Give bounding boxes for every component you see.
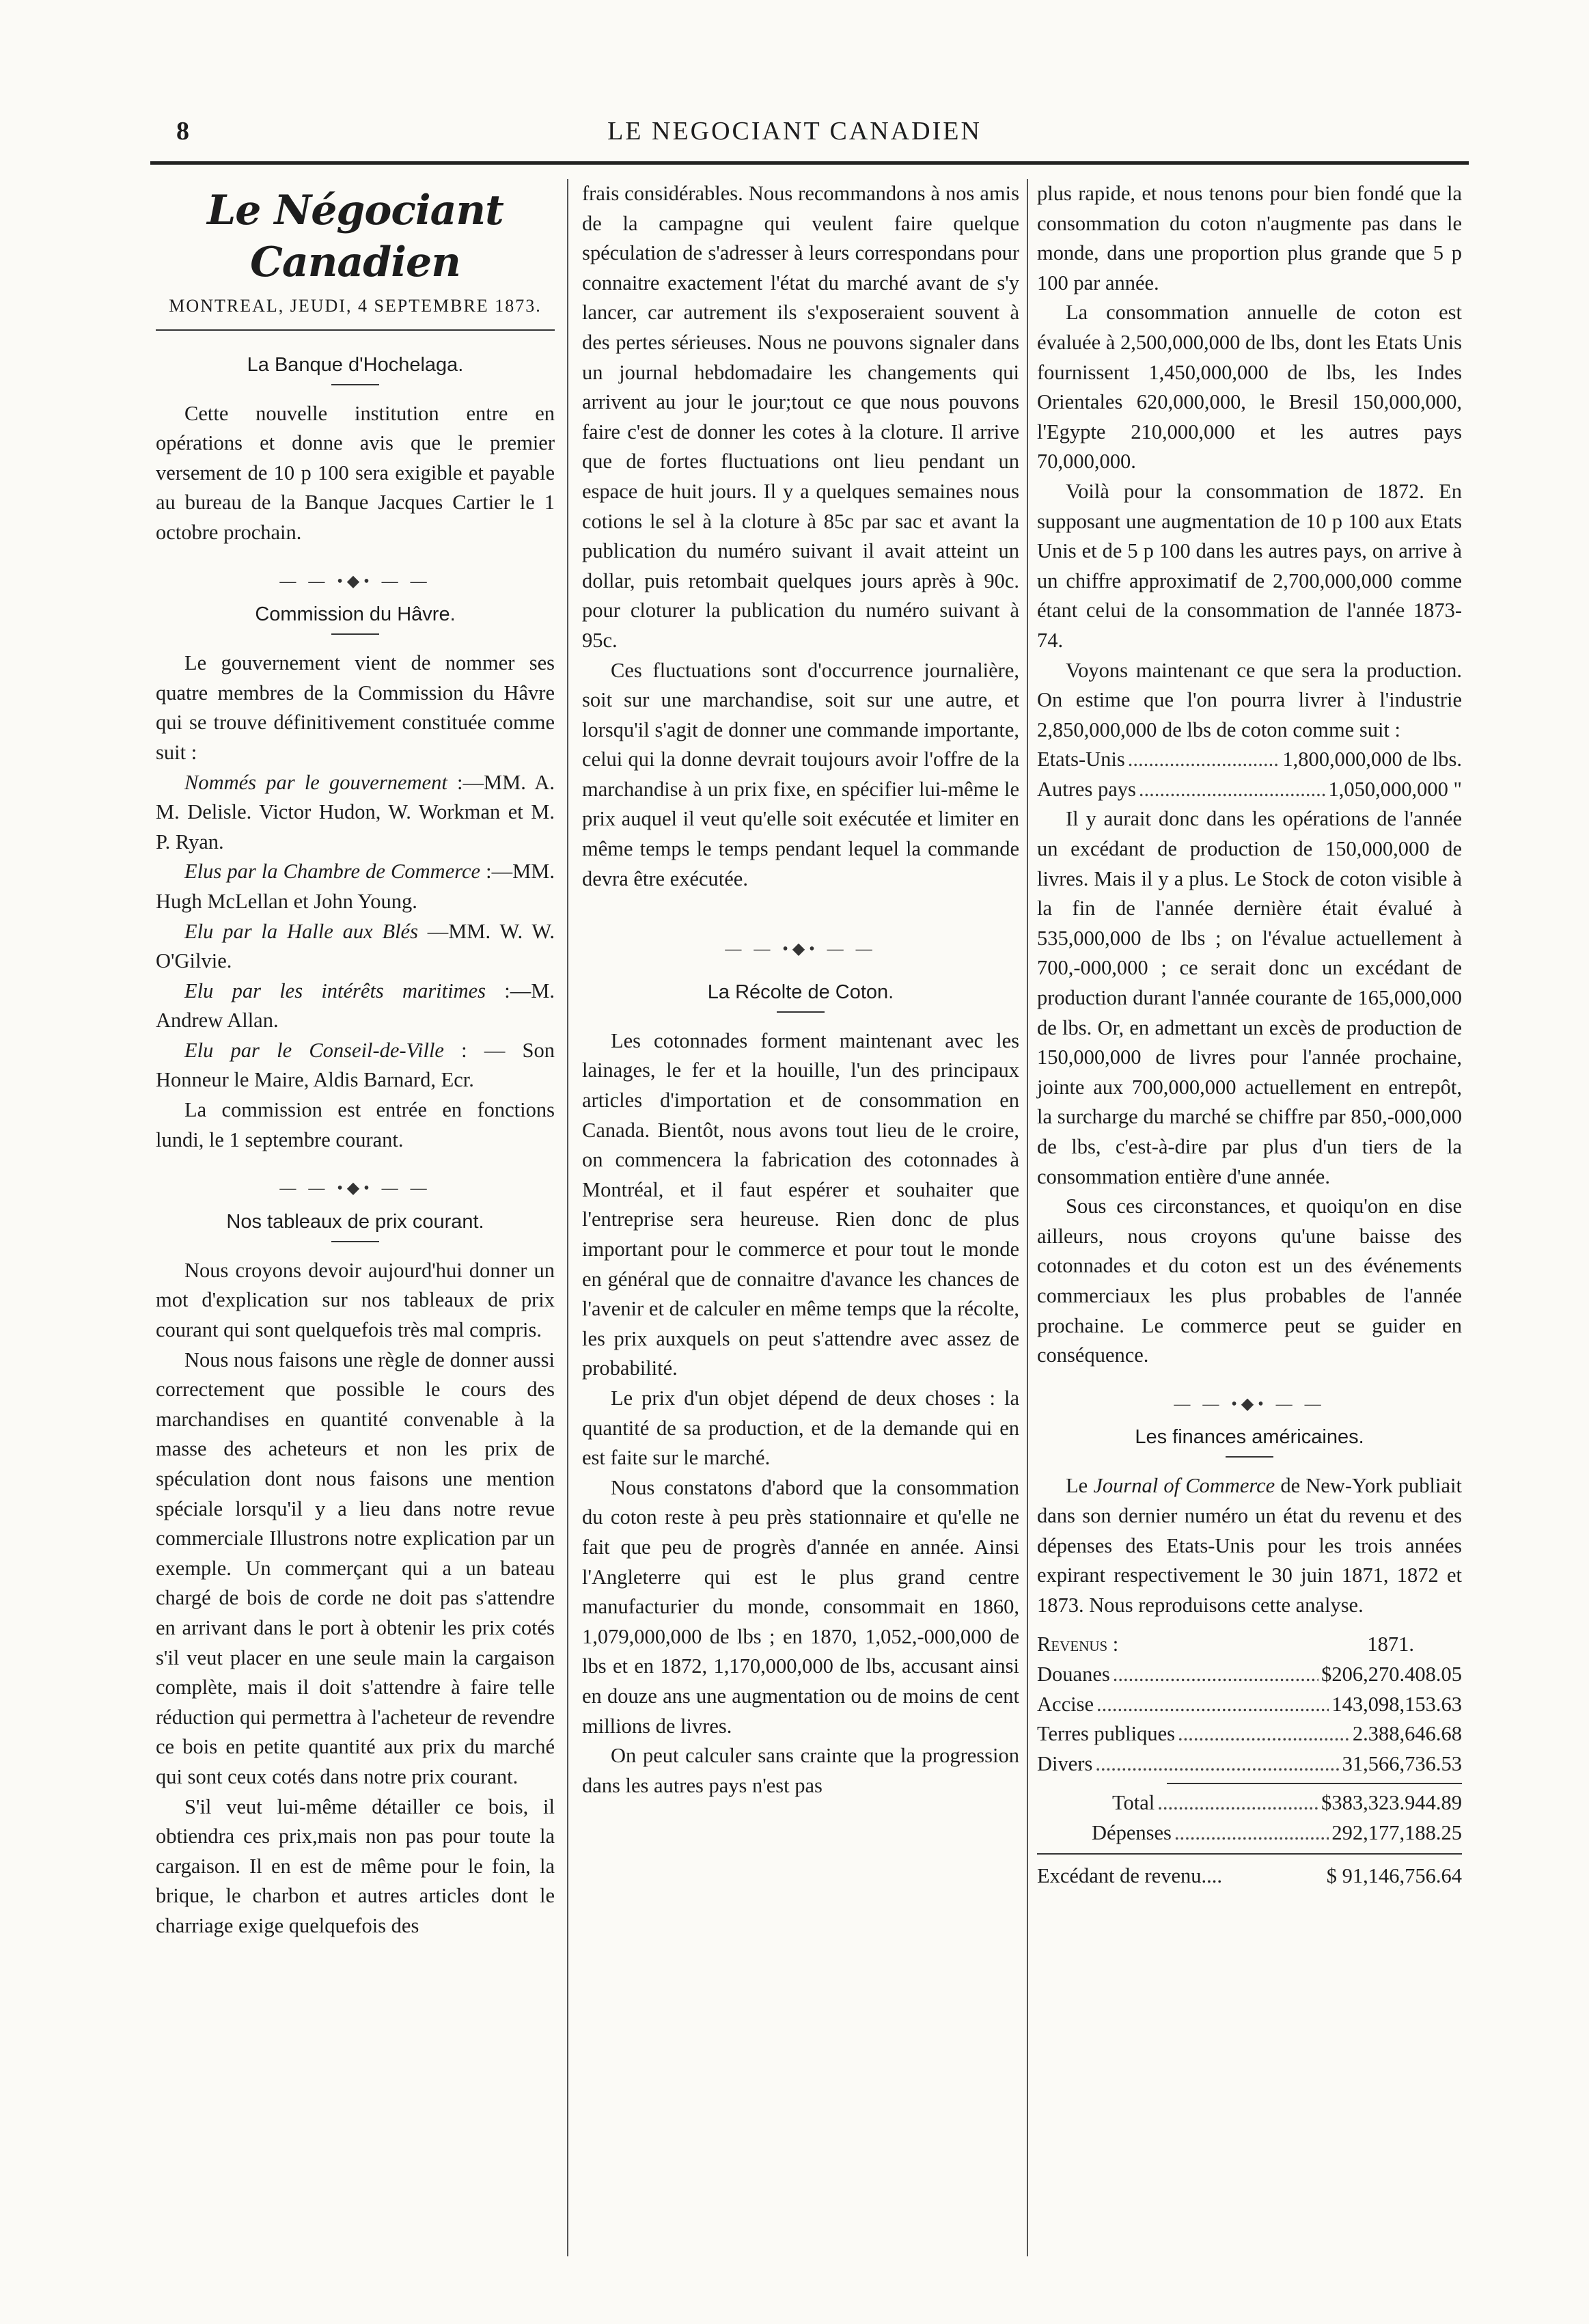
leader-dots bbox=[1157, 1788, 1318, 1818]
row-value: $206,270.408.05 bbox=[1321, 1662, 1462, 1686]
italic-text: Elus par la Chambre de Commerce bbox=[184, 860, 481, 884]
running-title: LE NEGOCIANT CANADIEN bbox=[607, 117, 982, 146]
row-value: $383,323.944.89 bbox=[1321, 1791, 1462, 1815]
paragraph: Sous ces circonstances, et quoiqu'on en dise ailleurs, nous croyons qu'une baisse des cotonnades et du coton est un des événements commerciaux les plus probables de l'année prochaine. Le commerce peut se guider en conséquence. bbox=[1037, 1194, 1462, 1367]
production-row bbox=[1037, 745, 1462, 775]
column-divider bbox=[1027, 179, 1028, 2256]
italic-text: Elu par le Conseil-de-Ville bbox=[184, 1038, 444, 1062]
paragraph bbox=[156, 1036, 555, 1095]
ornament: — — •◆• — — bbox=[725, 940, 876, 959]
italic-text: Elu par la Halle aux Blés bbox=[184, 919, 418, 943]
article-heading: Commission du Hâvre. bbox=[255, 603, 456, 626]
column-3 bbox=[1037, 179, 1462, 1891]
italic-text: Nommés par le gouvernement bbox=[184, 770, 447, 794]
row-label: Total bbox=[1112, 1791, 1155, 1815]
short-rule bbox=[777, 1011, 825, 1013]
row-label: Divers bbox=[1037, 1751, 1093, 1775]
table-row bbox=[1037, 1660, 1462, 1690]
ornament: — — •◆• — — bbox=[279, 572, 431, 590]
paragraph bbox=[156, 768, 555, 858]
paragraph: Nous nous faisons une règle de donner aussi correctement que possible le cours des marchandises en quantité convenable à la masse des acheteurs et non les prix de spéculation dont nous faisons une mention spéciale lorsqu'il y a lieu dans notre revue commerciale Illustrons notre explication par un exemple. Un commerçant qui a un bateau chargé de bois de corde ne doit pas s'attendre en arrivant dans le port à obtenir les prix cotés s'il veut placer en une seule main la cargaison complète, mais il doit s'attendre à faire telle réduction qui permettra à l'acheteur de revendre ce bois en petite quantité aux prix du marché qui sont ceux cotés dans notre prix courant. bbox=[156, 1348, 555, 1788]
row-value: 31,566,736.53 bbox=[1342, 1751, 1462, 1775]
row-value: $ 91,146,756.64 bbox=[1326, 1864, 1462, 1888]
short-rule bbox=[1226, 1456, 1273, 1458]
text: :—M. Andrew Allan. bbox=[156, 979, 555, 1033]
paragraph: Nous croyons devoir aujourd'hui donner un mot d'explication sur nos tableaux de prix courant qui sont quelquefois très mal compris. bbox=[156, 1258, 555, 1342]
article-heading: La Banque d'Hochelaga. bbox=[247, 353, 464, 376]
masthead-title: Le Négociant Canadien bbox=[207, 187, 503, 286]
ornament: — — •◆• — — bbox=[1174, 1395, 1325, 1413]
paragraph: On peut calculer sans crainte que la progression dans les autres pays n'est pas bbox=[582, 1744, 1019, 1797]
text: —MM. W. W. O'Gilvie. bbox=[156, 919, 555, 973]
row-label: Terres publiques bbox=[1037, 1722, 1175, 1746]
paragraph: Voilà pour la consommation de 1872. En supposant une augmentation de 10 p 100 aux Etats Unis et de 5 p 100 dans les autres pays, on arrive à un chiffre approximatif de 2,700,000,000 comme étant celui de la consommation de l'année 1873-74. bbox=[1037, 479, 1462, 652]
paragraph: Il y aurait donc dans les opérations de l'année un excédant de production de 150,000,000 de livres. Mais il y a plus. Le Stock de coton visible à la fin de l'année dernière était évalué à 535,000,000 de lbs ; on l'évalue actuellement à 700,-000,000 ; ce serait donc un excédant de production durant l'année courante de 165,000,000 de lbs. Or, en admettant un excès de production de 150,000,000 de livres pour l'année prochaine, jointe aux 700,000,000 actuellement en entrepôt, la surcharge du marché se chiffre par 850,-000,000 de lbs, c'est-à-dire par plus d'un tiers de la consommation entière d'une année. bbox=[1037, 807, 1462, 1188]
row-value: 1,800,000,000 de lbs. bbox=[1282, 748, 1462, 771]
text: de New-York publiait dans son dernier numéro un état du revenu et des dépenses des Etats-Unis pour les trois années expirant respectivement le 30 juin 1871, 1872 et 1873. Nous reproduisons cette analyse. bbox=[1037, 1474, 1462, 1617]
row-label: Excédant de revenu.... bbox=[1037, 1864, 1222, 1888]
dateline: MONTREAL, JEUDI, 4 SEPTEMBRE 1873. bbox=[169, 296, 542, 316]
paragraph: Ces fluctuations sont d'occurrence journalière, soit sur une marchandise, soit sur une autre, et lorsqu'il s'agit de donner une commande importante, celui qui la donne devrait toujours avoir l'offre de la marchandise à un prix fixe, en spécifier lui-même le prix auquel il veut qu'elle soit exécutée et limiter en même temps le temps pendant lequel la commande devra être exécutée. bbox=[582, 658, 1019, 890]
row-value: 292,177,188.25 bbox=[1331, 1820, 1462, 1844]
expenses-row bbox=[1037, 1818, 1462, 1848]
paragraph bbox=[156, 976, 555, 1036]
paragraph: Le gouvernement vient de nommer ses quatre membres de la Commission du Hâvre qui se trouve définitivement constituée comme suit : bbox=[156, 651, 555, 764]
short-rule bbox=[331, 1241, 379, 1242]
table-label: Revenus : bbox=[1037, 1632, 1119, 1656]
header-rule bbox=[150, 161, 1469, 165]
leader-dots bbox=[1096, 1690, 1329, 1720]
text: :—MM. Hugh McLellan et John Young. bbox=[156, 860, 555, 913]
row-label: Accise bbox=[1037, 1692, 1094, 1716]
page-number: 8 bbox=[176, 117, 189, 146]
paragraph: frais considérables. Nous recommandons à nos amis de la campagne qui veulent faire quelque spéculation de s'adresser à leurs correspondans pour connaitre exactement l'état du marché avant de s'y lancer, car autrement ils s'exposeraient souvent à des pertes sérieuses. Nous ne pouvons signaler dans un journal hebdomadaire les changements qui arrivent au jour le jour;tout ce que nous pouvons faire c'est de donner les cotes à la cloture. Il arrive que de fortes fluctuations ont lieu pendant un espace de huit jours. Il y a quelques semaines nous cotions le sel à la cloture à 85c par sac et avant la publication du numéro suivant il avait atteint un dollar, puis retombait quelques jours après à 90c. pour cloturer la publication du numéro suivant à 95c. bbox=[582, 182, 1019, 652]
surplus-row bbox=[1037, 1861, 1462, 1891]
leader-dots bbox=[1174, 1818, 1329, 1848]
leader-dots bbox=[1128, 745, 1280, 775]
paragraph: Cette nouvelle institution entre en opérations et donne avis que le premier versement de 10 p 100 sera exigible et payable au bureau de la Banque Jacques Cartier le 1 octobre prochain. bbox=[156, 401, 555, 544]
text: Le bbox=[1066, 1474, 1094, 1498]
column-2 bbox=[582, 179, 1019, 1801]
column-divider bbox=[567, 179, 568, 2256]
paragraph: plus rapide, et nous tenons pour bien fondé que la consommation du coton n'augmente pas dans le monde, dans une proportion plus grande que 5 p 100 par année. bbox=[1037, 182, 1462, 295]
italic-text: Journal of Commerce bbox=[1093, 1474, 1275, 1498]
text: :—MM. A. M. Delisle. Victor Hudon, W. Workman et M. P. Ryan. bbox=[156, 770, 555, 853]
article-heading: Les finances américaines. bbox=[1135, 1426, 1364, 1449]
table-row bbox=[1037, 1719, 1462, 1749]
table-row bbox=[1037, 1749, 1462, 1779]
paragraph: Les cotonnades forment maintenant avec les lainages, le fer et la houille, l'un des principaux articles d'importation et de consommation en Canada. Bientôt, nous avons tout lieu de le croire, on commencera la fabrication des cotonnades à Montréal, et il faut espérer et souhaiter que l'entreprise sera heureuse. Rien donc de plus important pour le commerce et pour tout le monde en général que de connaitre d'avance les chances de l'avenir et de calculer en même temps que la récolte, les prix auxquels on peut s'attendre avec assez de probabilité. bbox=[582, 1028, 1019, 1380]
article-heading: Nos tableaux de prix courant. bbox=[226, 1210, 484, 1233]
text: : — Son Honneur le Maire, Aldis Barnard, Ecr. bbox=[156, 1038, 555, 1092]
sum-rule bbox=[1037, 1853, 1462, 1855]
italic-text: Elu par les intérêts maritimes bbox=[184, 979, 486, 1002]
paragraph: S'il veut lui-même détailler ce bois, il obtiendra ces prix,mais non pas pour toute la cargaison. Il en est de même pour le foin, la brique, le charbon et autres articles dont le charriage exige quelquefois des bbox=[156, 1794, 555, 1937]
short-rule bbox=[331, 633, 379, 635]
short-rule bbox=[331, 384, 379, 385]
article-heading: La Récolte de Coton. bbox=[707, 981, 894, 1003]
row-value: 143,098,153.63 bbox=[1331, 1692, 1462, 1716]
row-label: Dépenses bbox=[1092, 1820, 1172, 1844]
paragraph bbox=[156, 857, 555, 916]
paragraph: Le prix d'un objet dépend de deux choses : la quantité de sa production, et de la demande qui en est faite sur le marché. bbox=[582, 1386, 1019, 1470]
row-label: Autres pays bbox=[1037, 777, 1136, 801]
column-1 bbox=[156, 179, 555, 1941]
leader-dots bbox=[1113, 1660, 1318, 1690]
sum-rule bbox=[1167, 1783, 1462, 1784]
leader-dots bbox=[1139, 775, 1326, 805]
paragraph bbox=[156, 917, 555, 976]
paragraph: La commission est entrée en fonctions lundi, le 1 septembre courant. bbox=[156, 1098, 555, 1151]
paragraph: La consommation annuelle de coton est évaluée à 2,500,000,000 de lbs, dont les Etats Unis fournissent 1,450,000,000 de lbs, les Indes Orientales 620,000,000, le Bresil 150,000,000, l'Egypte 210,000,000 et les autres pays 70,000,000. bbox=[1037, 301, 1462, 474]
leader-dots bbox=[1178, 1719, 1350, 1749]
total-row bbox=[1037, 1788, 1462, 1818]
paragraph bbox=[1037, 1471, 1462, 1620]
table-header bbox=[1037, 1630, 1462, 1660]
row-value: 1,050,000,000 " bbox=[1328, 777, 1462, 801]
table-year: 1871. bbox=[1367, 1632, 1414, 1656]
rule bbox=[156, 329, 555, 331]
paragraph: Nous constatons d'abord que la consommation du coton reste à peu près stationnaire et qu'elle ne fait que peu de progrès d'année en année. Ainsi l'Angleterre qui est le plus grand centre manufacturier du monde, consommait en 1860, 1,079,000,000 de lbs ; en 1870, 1,052,-000,000 de lbs et en 1872, 1,170,000,000 de lbs, accusant ainsi en douze ans une augmentation ou de moins de cent millions de livres. bbox=[582, 1475, 1019, 1738]
ornament: — — •◆• — — bbox=[279, 1179, 431, 1198]
table-row bbox=[1037, 1690, 1462, 1720]
leader-dots bbox=[1095, 1749, 1339, 1779]
production-row bbox=[1037, 775, 1462, 805]
row-value: 2.388,646.68 bbox=[1352, 1722, 1462, 1746]
paragraph: Voyons maintenant ce que sera la production. On estime que l'on pourra livrer à l'industrie 2,850,000,000 de lbs de coton comme suit : bbox=[1037, 658, 1462, 741]
row-label: Etats-Unis bbox=[1037, 748, 1125, 771]
row-label: Douanes bbox=[1037, 1662, 1110, 1686]
